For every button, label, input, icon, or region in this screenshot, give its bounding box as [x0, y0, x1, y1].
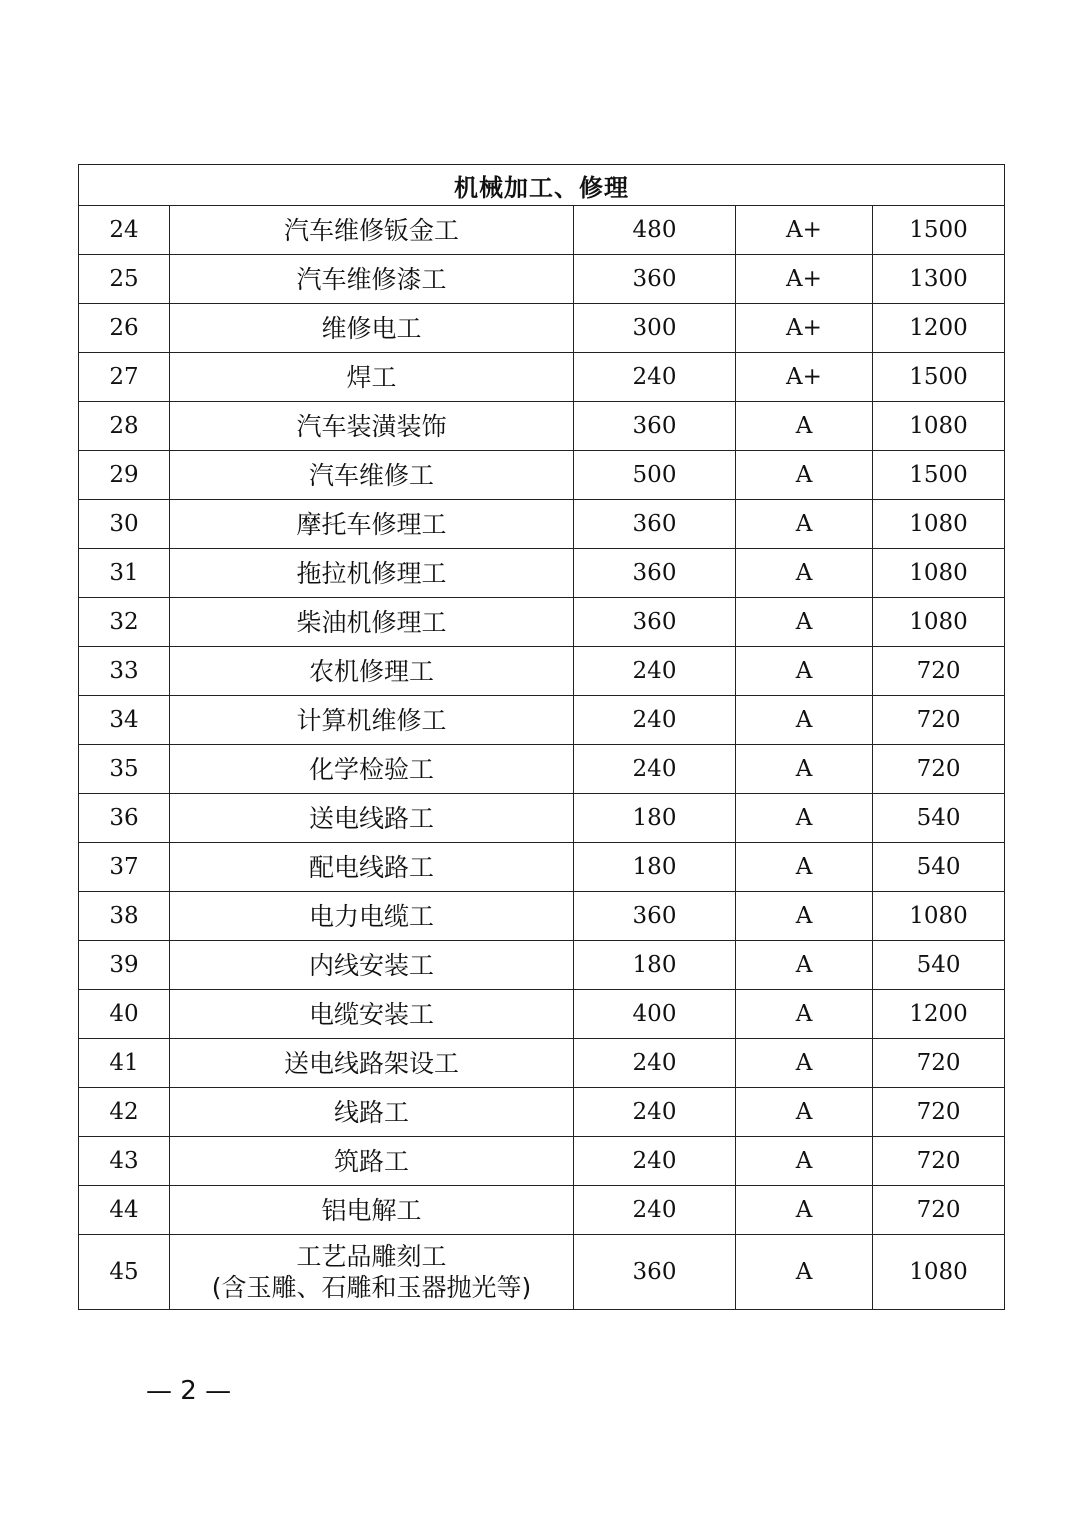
- occupation-name: 配电线路工: [170, 843, 574, 892]
- row-number: 40: [79, 990, 170, 1039]
- grade-level: A: [736, 1039, 873, 1088]
- table-row: [79, 696, 1005, 745]
- subsidy-amount: 540: [873, 941, 1005, 990]
- subsidy-amount: 1080: [873, 892, 1005, 941]
- row-number: 25: [79, 255, 170, 304]
- subsidy-amount: 1500: [873, 353, 1005, 402]
- occupation-name: 汽车维修工: [170, 451, 574, 500]
- training-hours: 240: [574, 1088, 736, 1137]
- subsidy-amount: 540: [873, 843, 1005, 892]
- subsidy-amount: 1200: [873, 304, 1005, 353]
- grade-level: A: [736, 1235, 873, 1310]
- section-title: 机械加工、修理: [79, 165, 1005, 206]
- training-hours: 360: [574, 1235, 736, 1310]
- table-row: [79, 451, 1005, 500]
- training-hours: 360: [574, 892, 736, 941]
- training-hours: 180: [574, 941, 736, 990]
- training-hours: 300: [574, 304, 736, 353]
- table-row: [79, 794, 1005, 843]
- occupation-name: 铝电解工: [170, 1186, 574, 1235]
- subsidy-amount: 540: [873, 794, 1005, 843]
- training-hours: 240: [574, 647, 736, 696]
- grade-level: A: [736, 1088, 873, 1137]
- grade-level: A: [736, 500, 873, 549]
- row-number: 29: [79, 451, 170, 500]
- subsidy-amount: 720: [873, 696, 1005, 745]
- training-hours: 180: [574, 843, 736, 892]
- subsidy-amount: 1300: [873, 255, 1005, 304]
- occupation-name: 汽车装潢装饰: [170, 402, 574, 451]
- row-number: 35: [79, 745, 170, 794]
- row-number: 43: [79, 1137, 170, 1186]
- occupation-name: 电缆安装工: [170, 990, 574, 1039]
- occupation-name: 线路工: [170, 1088, 574, 1137]
- subsidy-amount: 720: [873, 1137, 1005, 1186]
- training-hours: 480: [574, 206, 736, 255]
- occupation-name: 汽车维修钣金工: [170, 206, 574, 255]
- row-number: 32: [79, 598, 170, 647]
- grade-level: A+: [736, 255, 873, 304]
- occupation-name: 送电线路架设工: [170, 1039, 574, 1088]
- occupation-name: 筑路工: [170, 1137, 574, 1186]
- table-row: [79, 549, 1005, 598]
- occupation-name: 内线安装工: [170, 941, 574, 990]
- subsidy-amount: 1500: [873, 206, 1005, 255]
- training-hours: 500: [574, 451, 736, 500]
- grade-level: A: [736, 549, 873, 598]
- occupation-name-line: 工艺品雕刻工: [296, 1242, 447, 1271]
- occupation-name: 柴油机修理工: [170, 598, 574, 647]
- row-number: 37: [79, 843, 170, 892]
- occupation-name-note: (含玉雕、石雕和玉器抛光等): [211, 1273, 532, 1302]
- grade-level: A: [736, 941, 873, 990]
- training-hours: 360: [574, 500, 736, 549]
- grade-level: A+: [736, 206, 873, 255]
- table-row: [79, 745, 1005, 794]
- occupation-name: 摩托车修理工: [170, 500, 574, 549]
- row-number: 33: [79, 647, 170, 696]
- table-row: [79, 353, 1005, 402]
- row-number: 30: [79, 500, 170, 549]
- occupation-name: 焊工: [170, 353, 574, 402]
- section-header-row: [79, 165, 1005, 206]
- training-hours: 240: [574, 1186, 736, 1235]
- training-table: [78, 164, 1005, 1310]
- training-hours: 240: [574, 696, 736, 745]
- occupation-name: 农机修理工: [170, 647, 574, 696]
- row-number: 27: [79, 353, 170, 402]
- training-hours: 240: [574, 353, 736, 402]
- table-row: [79, 941, 1005, 990]
- table-row: [79, 1186, 1005, 1235]
- table-row: [79, 647, 1005, 696]
- subsidy-amount: 1080: [873, 549, 1005, 598]
- table-row: [79, 1137, 1005, 1186]
- grade-level: A+: [736, 304, 873, 353]
- training-hours: 360: [574, 402, 736, 451]
- row-number: 24: [79, 206, 170, 255]
- subsidy-amount: 720: [873, 647, 1005, 696]
- subsidy-amount: 720: [873, 745, 1005, 794]
- table-row: [79, 500, 1005, 549]
- subsidy-amount: 1080: [873, 402, 1005, 451]
- table-row: [79, 990, 1005, 1039]
- row-number: 39: [79, 941, 170, 990]
- training-hours: 180: [574, 794, 736, 843]
- occupation-name: 维修电工: [170, 304, 574, 353]
- row-number: 26: [79, 304, 170, 353]
- subsidy-amount: 720: [873, 1039, 1005, 1088]
- occupation-name: 电力电缆工: [170, 892, 574, 941]
- subsidy-amount: 1500: [873, 451, 1005, 500]
- subsidy-amount: 1080: [873, 1235, 1005, 1310]
- training-hours: 360: [574, 598, 736, 647]
- row-number: 34: [79, 696, 170, 745]
- row-number: 42: [79, 1088, 170, 1137]
- subsidy-amount: 1080: [873, 598, 1005, 647]
- grade-level: A: [736, 451, 873, 500]
- training-hours: 360: [574, 549, 736, 598]
- row-number: 31: [79, 549, 170, 598]
- subsidy-amount: 1080: [873, 500, 1005, 549]
- grade-level: A: [736, 647, 873, 696]
- table-row: [79, 843, 1005, 892]
- table-row: [79, 1039, 1005, 1088]
- training-hours: 400: [574, 990, 736, 1039]
- grade-level: A: [736, 598, 873, 647]
- table-row: [79, 304, 1005, 353]
- table-row: [79, 1088, 1005, 1137]
- grade-level: A: [736, 843, 873, 892]
- row-number: 45: [79, 1235, 170, 1310]
- occupation-name: 化学检验工: [170, 745, 574, 794]
- occupation-name: 汽车维修漆工: [170, 255, 574, 304]
- grade-level: A: [736, 745, 873, 794]
- occupation-name: 拖拉机修理工: [170, 549, 574, 598]
- occupation-name: [170, 1235, 574, 1310]
- training-hours: 360: [574, 255, 736, 304]
- grade-level: A: [736, 1137, 873, 1186]
- subsidy-amount: 720: [873, 1186, 1005, 1235]
- subsidy-amount: 1200: [873, 990, 1005, 1039]
- table-row: [79, 892, 1005, 941]
- table-row: [79, 255, 1005, 304]
- training-hours: 240: [574, 1137, 736, 1186]
- occupation-name: 送电线路工: [170, 794, 574, 843]
- grade-level: A: [736, 1186, 873, 1235]
- table-row: [79, 402, 1005, 451]
- grade-level: A: [736, 402, 873, 451]
- subsidy-amount: 720: [873, 1088, 1005, 1137]
- training-hours: 240: [574, 1039, 736, 1088]
- grade-level: A: [736, 696, 873, 745]
- page-number: — 2 —: [146, 1376, 232, 1406]
- grade-level: A: [736, 990, 873, 1039]
- table-row: [79, 206, 1005, 255]
- grade-level: A: [736, 794, 873, 843]
- row-number: 28: [79, 402, 170, 451]
- grade-level: A+: [736, 353, 873, 402]
- row-number: 36: [79, 794, 170, 843]
- row-number: 44: [79, 1186, 170, 1235]
- table-row: [79, 1235, 1005, 1310]
- occupation-name: 计算机维修工: [170, 696, 574, 745]
- table-row: [79, 598, 1005, 647]
- row-number: 41: [79, 1039, 170, 1088]
- grade-level: A: [736, 892, 873, 941]
- row-number: 38: [79, 892, 170, 941]
- training-hours: 240: [574, 745, 736, 794]
